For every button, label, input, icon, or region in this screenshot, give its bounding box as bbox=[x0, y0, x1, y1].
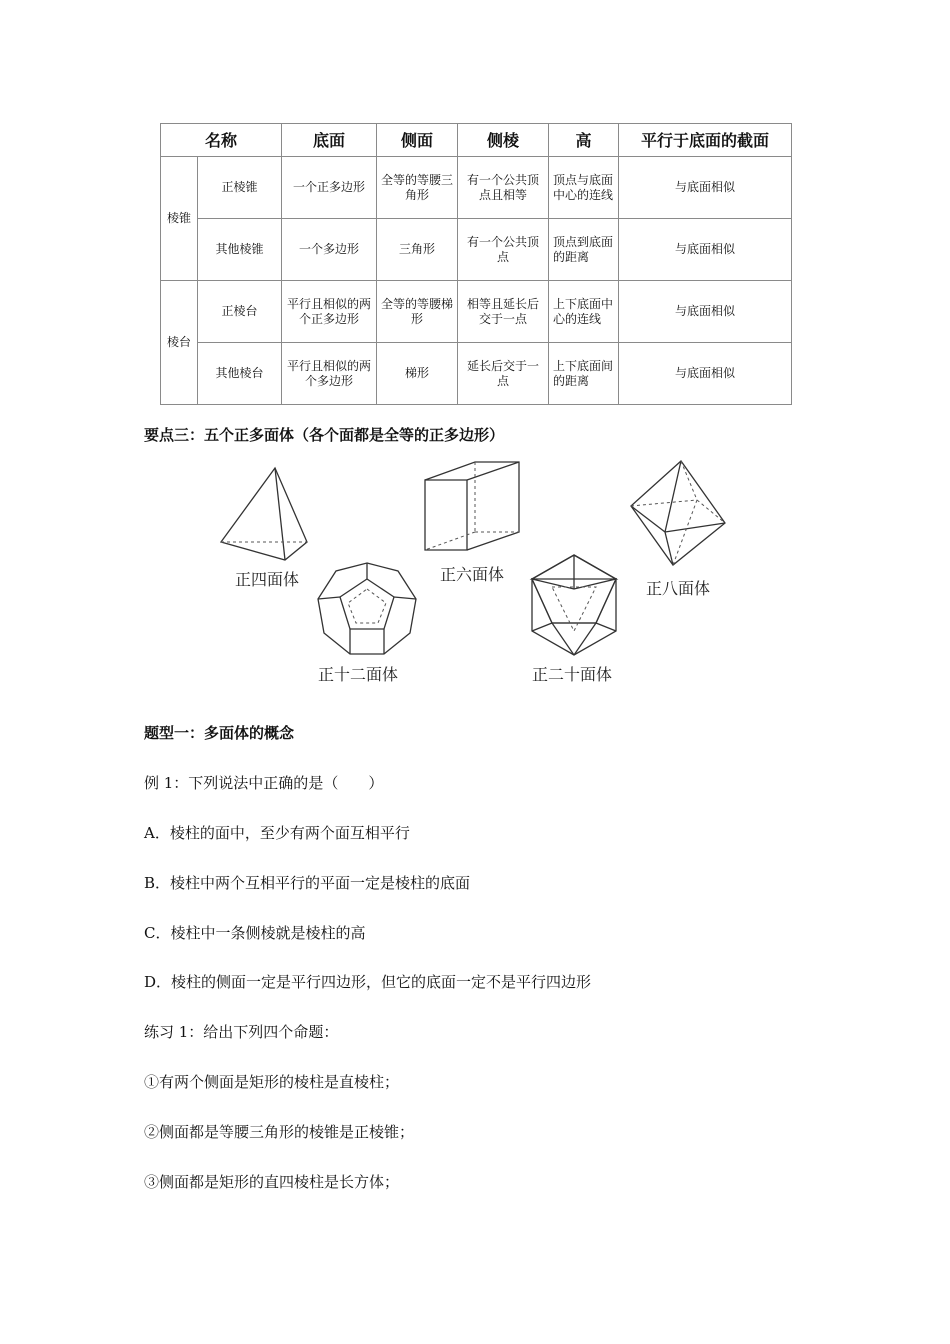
table-cell: 三角形 bbox=[377, 219, 458, 281]
option-a: A．棱柱的面中，至少有两个面互相平行 bbox=[144, 824, 410, 842]
table-cell: 正棱锥 bbox=[198, 157, 282, 219]
table-cell: 全等的等腰梯形 bbox=[377, 281, 458, 343]
option-b: B．棱柱中两个互相平行的平面一定是棱柱的底面 bbox=[144, 874, 471, 892]
table-row bbox=[161, 343, 792, 405]
statement-2: ②侧面都是等腰三角形的棱锥是正棱锥； bbox=[144, 1123, 415, 1141]
octahedron-label: 正八面体 bbox=[646, 579, 711, 598]
table-cell: 顶点到底面的距离 bbox=[549, 219, 619, 281]
statement-1: ①有两个侧面是矩形的棱柱是直棱柱； bbox=[144, 1073, 400, 1091]
table-cell: 平行且相似的两个多边形 bbox=[282, 343, 377, 405]
cube-figure bbox=[423, 460, 521, 553]
table-header-row bbox=[161, 124, 792, 157]
tetrahedron-label: 正四面体 bbox=[235, 570, 300, 589]
table-cell: 顶点与底面中心的连线 bbox=[549, 157, 619, 219]
icosahedron-label: 正二十面体 bbox=[532, 665, 613, 684]
table-cell: 一个多边形 bbox=[282, 219, 377, 281]
table-cell: 有一个公共顶点且相等 bbox=[458, 157, 549, 219]
table-cell: 延长后交于一点 bbox=[458, 343, 549, 405]
cube-label: 正六面体 bbox=[440, 565, 505, 584]
table-cell: 上下底面中心的连线 bbox=[549, 281, 619, 343]
header-base: 底面 bbox=[282, 124, 377, 157]
table-cell: 与底面相似 bbox=[619, 343, 792, 405]
tetrahedron-figure bbox=[219, 466, 309, 562]
statement-3: ③侧面都是矩形的直四棱柱是长方体； bbox=[144, 1173, 400, 1191]
table-cell: 相等且延长后交于一点 bbox=[458, 281, 549, 343]
header-name: 名称 bbox=[161, 124, 282, 157]
table-cell: 上下底面间的距离 bbox=[549, 343, 619, 405]
table-cell: 其他棱台 bbox=[198, 343, 282, 405]
dodecahedron-label: 正十二面体 bbox=[318, 665, 399, 684]
table-row bbox=[161, 281, 792, 343]
table-cell: 平行且相似的两个正多边形 bbox=[282, 281, 377, 343]
table-cell: 其他棱锥 bbox=[198, 219, 282, 281]
exercise-1: 练习 1：给出下列四个命题： bbox=[144, 1023, 339, 1041]
table-cell: 与底面相似 bbox=[619, 157, 792, 219]
type1-title: 题型一：多面体的概念 bbox=[144, 724, 295, 742]
option-d: D．棱柱的侧面一定是平行四边形，但它的底面一定不是平行四边形 bbox=[144, 973, 592, 991]
table-cell: 梯形 bbox=[377, 343, 458, 405]
polyhedra-table bbox=[160, 123, 792, 405]
header-side-edge: 侧棱 bbox=[458, 124, 549, 157]
header-side-face: 侧面 bbox=[377, 124, 458, 157]
table-cell: 与底面相似 bbox=[619, 281, 792, 343]
table-cell: 一个正多边形 bbox=[282, 157, 377, 219]
header-cross-section: 平行于底面的截面 bbox=[619, 124, 792, 157]
section3-title: 要点三：五个正多面体（各个面都是全等的正多边形） bbox=[144, 426, 505, 444]
icosahedron-figure bbox=[528, 553, 620, 657]
table-row bbox=[161, 157, 792, 219]
table-cell: 与底面相似 bbox=[619, 219, 792, 281]
table-row bbox=[161, 219, 792, 281]
octahedron-figure bbox=[629, 459, 727, 567]
group-pyramid: 棱锥 bbox=[161, 157, 198, 281]
table-cell: 全等的等腰三角形 bbox=[377, 157, 458, 219]
table-cell: 有一个公共顶点 bbox=[458, 219, 549, 281]
group-frustum: 棱台 bbox=[161, 281, 198, 405]
option-c: C．棱柱中一条侧棱就是棱柱的高 bbox=[144, 924, 366, 942]
header-height: 高 bbox=[549, 124, 619, 157]
dodecahedron-figure bbox=[316, 561, 418, 657]
example-1: 例 1：下列说法中正确的是（ ） bbox=[144, 774, 384, 792]
table-cell: 正棱台 bbox=[198, 281, 282, 343]
